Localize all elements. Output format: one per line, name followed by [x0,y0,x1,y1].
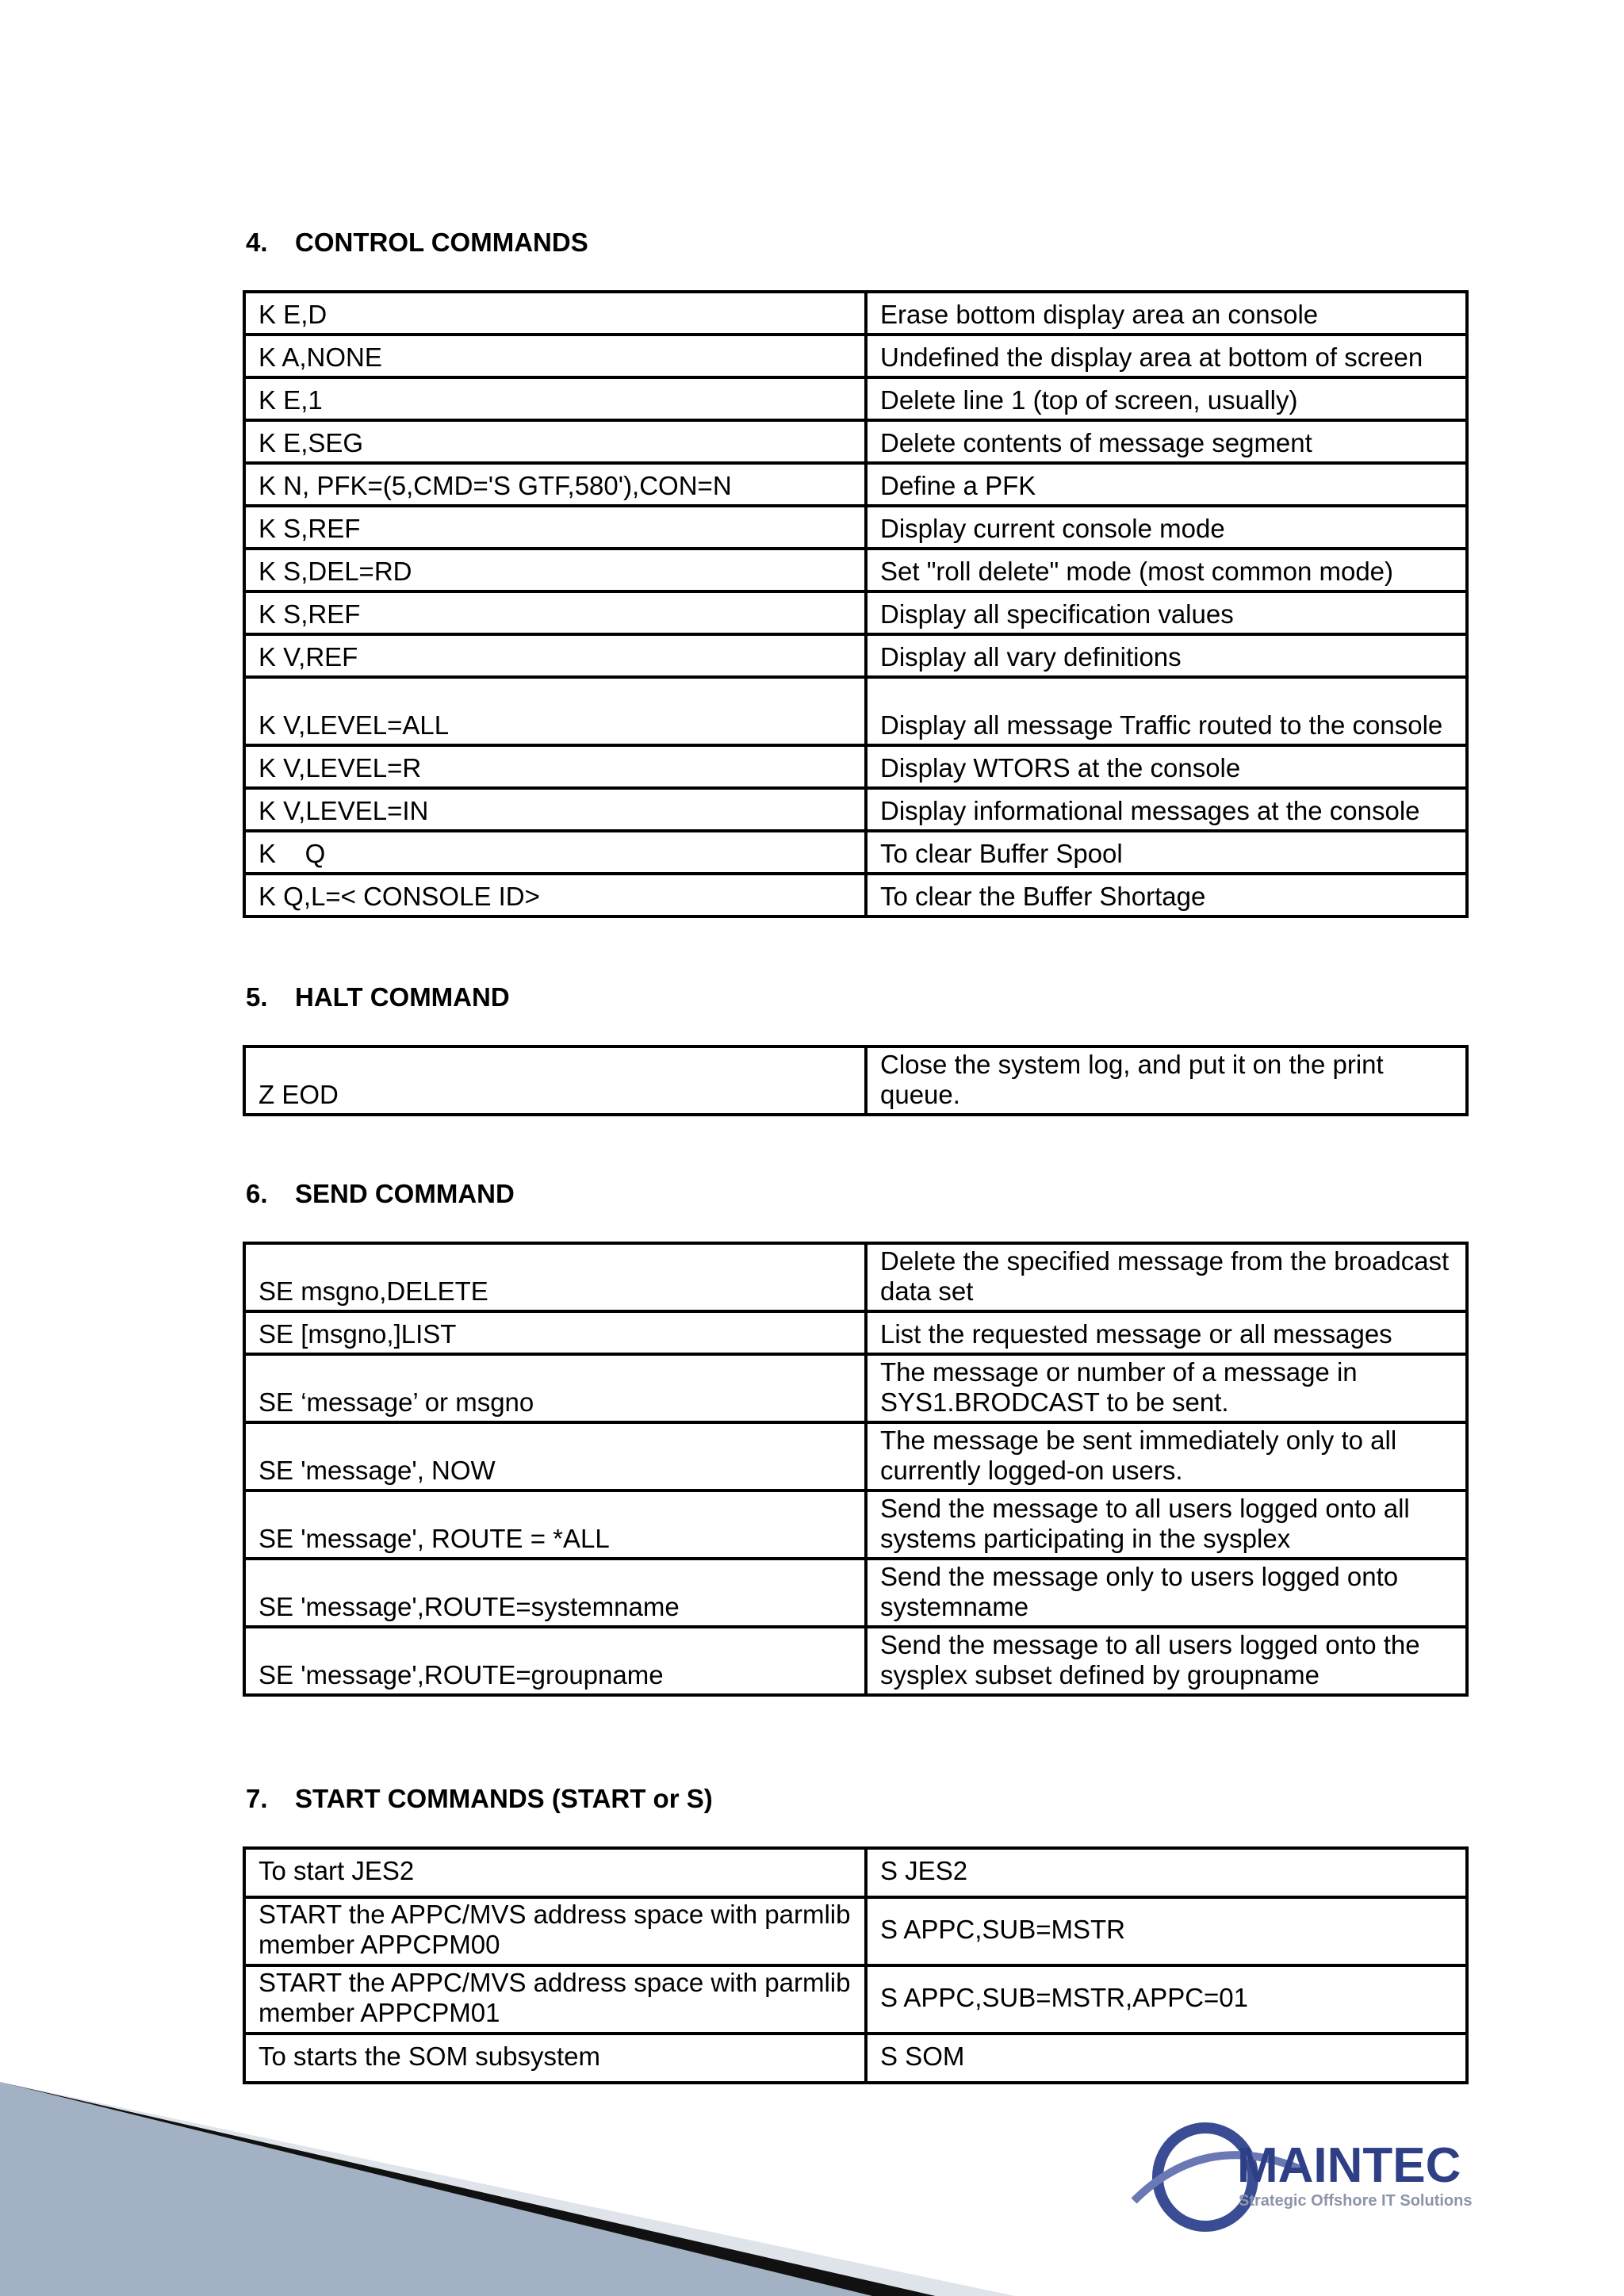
command-cell: SE 'message', ROUTE = *ALL [244,1490,866,1559]
table-row [244,874,1467,916]
start-commands-table [243,1846,1469,2084]
command-cell: SE ‘message’ or msgno [244,1354,866,1422]
description-cell: Send the message to all users logged onto the sysplex subset defined by groupname [866,1627,1467,1695]
description-cell: Set "roll delete" mode (most common mode) [866,549,1467,591]
table-row [244,549,1467,591]
command-cell: K E,1 [244,377,866,420]
send-command-table [243,1242,1469,1697]
table-row [244,463,1467,506]
command-cell: K S,DEL=RD [244,549,866,591]
table-row [244,591,1467,634]
description-cell: To clear the Buffer Shortage [866,874,1467,916]
table-row [244,335,1467,377]
command-cell: K Q [244,831,866,874]
description-cell: Delete contents of message segment [866,420,1467,463]
table-row [244,420,1467,463]
command-cell: To start JES2 [244,1848,866,1897]
table-row [244,292,1467,335]
description-cell: Send the message to all users logged onto all systems participating in the sysplex [866,1490,1467,1559]
section-heading-halt: 5. HALT COMMAND [246,982,510,1012]
description-cell: Display all message Traffic routed to the console [866,677,1467,745]
description-cell: S JES2 [866,1848,1467,1897]
description-cell: Delete the specified message from the broadcast data set [866,1243,1467,1311]
command-cell: SE 'message',ROUTE=groupname [244,1627,866,1695]
description-cell: Display informational messages at the console [866,788,1467,831]
table-row [244,1965,1467,2034]
table-row [244,788,1467,831]
command-cell: SE [msgno,]LIST [244,1311,866,1354]
description-cell: Display current console mode [866,506,1467,549]
command-cell: SE 'message', NOW [244,1422,866,1490]
table-row [244,1627,1467,1695]
table-row [244,377,1467,420]
table-row [244,1243,1467,1311]
command-cell: K N, PFK=(5,CMD='S GTF,580'),CON=N [244,463,866,506]
description-cell: Send the message only to users logged onto systemname [866,1559,1467,1627]
command-cell: START the APPC/MVS address space with parmlib member APPCPM00 [244,1897,866,1965]
logo-tagline: Strategic Offshore IT Solutions [1239,2192,1473,2210]
table-row [244,677,1467,745]
table-row [244,745,1467,788]
description-cell: S APPC,SUB=MSTR,APPC=01 [866,1965,1467,2034]
section-heading-start: 7. START COMMANDS (START or S) [246,1784,713,1813]
table-row [244,1311,1467,1354]
logo-name: MAINTEC [1237,2138,1461,2193]
description-cell: To clear Buffer Spool [866,831,1467,874]
table-row [244,1422,1467,1490]
description-cell: Delete line 1 (top of screen, usually) [866,377,1467,420]
command-cell: START the APPC/MVS address space with parmlib member APPCPM01 [244,1965,866,2034]
command-cell: K A,NONE [244,335,866,377]
description-cell: Display all vary definitions [866,634,1467,677]
description-cell: List the requested message or all messages [866,1311,1467,1354]
description-cell: S SOM [866,2034,1467,2083]
description-cell: Undefined the display area at bottom of screen [866,335,1467,377]
command-cell: K S,REF [244,506,866,549]
description-cell: The message or number of a message in SYS1.BRODCAST to be sent. [866,1354,1467,1422]
command-cell: K V,LEVEL=IN [244,788,866,831]
command-cell: K Q,L=< CONSOLE ID> [244,874,866,916]
command-cell: K E,SEG [244,420,866,463]
description-cell: Close the system log, and put it on the print queue. [866,1047,1467,1115]
command-cell: K V,LEVEL=ALL [244,677,866,745]
description-cell: S APPC,SUB=MSTR [866,1897,1467,1965]
description-cell: Define a PFK [866,463,1467,506]
description-cell: Display all specification values [866,591,1467,634]
control-commands-table [243,290,1469,918]
command-cell: K E,D [244,292,866,335]
table-row [244,1047,1467,1115]
table-row [244,1848,1467,1897]
command-cell: K V,REF [244,634,866,677]
table-row [244,2034,1467,2083]
command-cell: Z EOD [244,1047,866,1115]
description-cell: Erase bottom display area an console [866,292,1467,335]
command-cell: K V,LEVEL=R [244,745,866,788]
command-cell: K S,REF [244,591,866,634]
table-row [244,1490,1467,1559]
table-row [244,831,1467,874]
section-heading-send: 6. SEND COMMAND [246,1179,515,1208]
table-row [244,506,1467,549]
footer-band [0,2082,1624,2296]
command-cell: SE 'message',ROUTE=systemname [244,1559,866,1627]
table-row [244,1559,1467,1627]
halt-command-table [243,1045,1469,1116]
section-heading-control: 4. CONTROL COMMANDS [246,228,588,257]
description-cell: Display WTORS at the console [866,745,1467,788]
command-cell: SE msgno,DELETE [244,1243,866,1311]
table-row [244,1354,1467,1422]
table-row [244,634,1467,677]
command-cell: To starts the SOM subsystem [244,2034,866,2083]
maintec-logo [1134,2128,1472,2226]
table-row [244,1897,1467,1965]
description-cell: The message be sent immediately only to all currently logged-on users. [866,1422,1467,1490]
